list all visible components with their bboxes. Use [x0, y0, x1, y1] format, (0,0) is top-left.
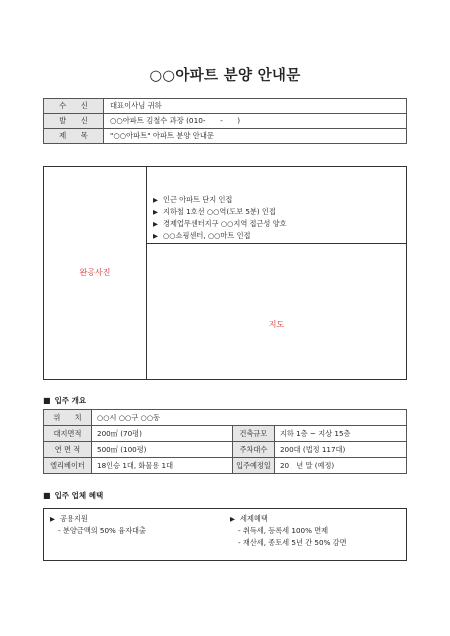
header-row-sender [44, 114, 407, 129]
subject-label: 제 목 [44, 129, 104, 144]
right-triangle-bullet-icon: ▶ [230, 515, 235, 523]
parking-value: 200대 (법정 117대) [274, 442, 406, 458]
floor-area-value: 500㎡ (100평) [92, 442, 233, 458]
tax-benefit-heading [230, 513, 347, 525]
subject-value: "○○아파트" 아파트 분양 안내문 [104, 129, 407, 144]
right-triangle-bullet-icon: ▶ [153, 196, 158, 204]
right-triangle-bullet-icon: ▶ [50, 515, 55, 523]
location-bullet-list [147, 167, 406, 242]
overview-row-location [44, 410, 407, 426]
building-scale-label: 건축규모 [232, 426, 274, 442]
overview-row [44, 458, 407, 474]
location-bullet [153, 218, 406, 230]
land-area-label: 대지면적 [44, 426, 92, 442]
right-triangle-bullet-icon: ▶ [153, 232, 158, 240]
black-square-icon: ■ [43, 396, 51, 405]
recipient-value: 대표이사님 귀하 [104, 99, 407, 114]
right-triangle-bullet-icon: ▶ [153, 208, 158, 216]
location-label: 위 치 [44, 410, 92, 426]
overview-table [43, 409, 407, 474]
sender-label: 발 신 [44, 114, 104, 129]
benefits-section-title-text: 입주 업체 혜택 [54, 491, 104, 500]
header-info-table [43, 98, 407, 144]
public-support-heading-text: 공용지원 [60, 514, 88, 523]
document-title: ○○아파트 분양 안내문 [149, 68, 301, 84]
photo-map-box [43, 166, 407, 380]
overview-row [44, 426, 407, 442]
elevator-value: 18인승 1대, 화물용 1대 [92, 458, 233, 474]
overview-row [44, 442, 407, 458]
header-row-subject [44, 129, 407, 144]
overview-section-title-text: 입주 개요 [54, 396, 87, 405]
location-bullet-text: ○○쇼핑센터, ○○마트 인접 [163, 231, 251, 240]
location-bullet [153, 230, 406, 242]
public-support-heading [50, 513, 146, 525]
land-area-value: 200㎡ (70평) [92, 426, 233, 442]
move-in-date-value: 20 년 말 (예정) [274, 458, 406, 474]
completion-photo-label: 완공사진 [79, 268, 111, 277]
sender-value: ○○아파트 김철수 과장 (010- - ) [104, 114, 407, 129]
benefits-section-title [43, 490, 103, 501]
location-value: ○○시 ○○구 ○○동 [92, 410, 407, 426]
building-scale-value: 지하 1층 ~ 지상 15층 [274, 426, 406, 442]
parking-label: 주차대수 [232, 442, 274, 458]
location-bullet-text: 인근 아파트 단지 인접 [163, 195, 233, 204]
right-triangle-bullet-icon: ▶ [153, 220, 158, 228]
location-bullet-text: 경제업무센터지구 ○○지역 접근성 양호 [163, 219, 287, 228]
location-bullet [153, 206, 406, 218]
elevator-label: 엘리베이터 [44, 458, 92, 474]
benefits-box [43, 508, 407, 561]
tax-benefit-column [230, 513, 347, 549]
location-info-area [147, 167, 406, 244]
location-bullet-text: 지하철 1호선 ○○역(도보 5분) 인접 [163, 207, 276, 216]
location-bullet [153, 194, 406, 206]
map-area [147, 244, 406, 379]
tax-benefit-item: - 재산세, 종토세 5년 간 50% 감면 [238, 538, 347, 547]
black-square-icon: ■ [43, 491, 51, 500]
floor-area-label: 연 면 적 [44, 442, 92, 458]
move-in-date-label: 입주예정일 [232, 458, 274, 474]
tax-benefit-heading-text: 세제혜택 [240, 514, 268, 523]
overview-section-title [43, 395, 86, 406]
recipient-label: 수 신 [44, 99, 104, 114]
header-row-recipient [44, 99, 407, 114]
public-support-column [50, 513, 146, 537]
tax-benefit-item: - 취득세, 등록세 100% 면제 [238, 526, 329, 535]
map-label: 지도 [268, 320, 285, 329]
public-support-item: - 분양금액의 50% 융자대출 [58, 526, 146, 535]
completion-photo-area [44, 167, 147, 379]
